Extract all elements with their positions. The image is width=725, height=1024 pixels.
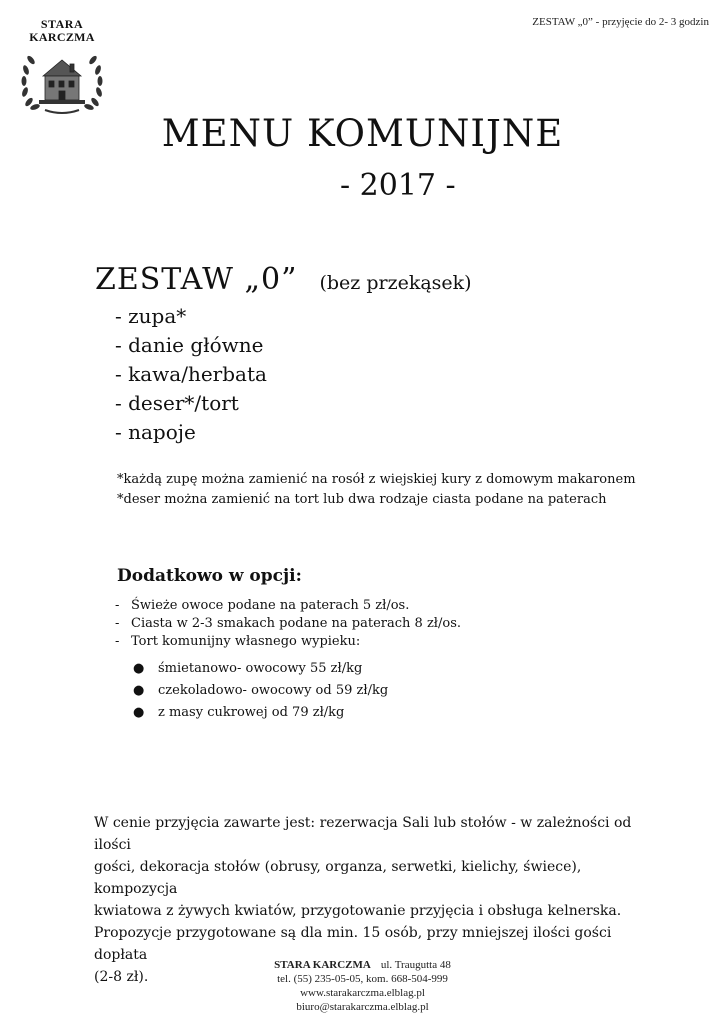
bullet-icon: ● [133,683,145,698]
footnotes [117,470,636,510]
course-item: - zupa* [115,304,187,328]
set-note: (bez przekąsek) [319,272,472,294]
logo-line1: STARA [40,17,84,31]
footer-address: ul. Traugutta 48 [380,959,451,971]
option-text: Tort komunijny własnego wypieku: [131,634,361,649]
tort-list [133,658,388,724]
option-text: Świeże owoce podane na paterach 5 zł/os. [131,598,410,613]
course-item: - napoje [115,420,196,444]
footer-website-link[interactable]: www.starakarczma.elblag.pl [300,987,425,999]
bullet-icon: ● [133,705,145,720]
option-text: Ciasta w 2-3 smakach podane na paterach 8 zł/os. [131,616,462,631]
set-name: ZESTAW „0” [95,262,298,297]
footer-phones: tel. (55) 235-05-05, kom. 668-504-999 [277,973,448,985]
tort-text: z masy cukrowej od 79 zł/kg [158,705,345,720]
footnote-soup: *każdą zupę można zamienić na rosół z wiejskiej kury z domowym makaronem [117,472,636,487]
page-title: MENU KOMUNIJNE [161,112,564,155]
paragraph-line: (2-8 zł). [94,969,149,985]
dash-bullet-icon: - [115,616,120,631]
logo-emblem-icon [15,46,109,118]
footer-contact [0,958,725,1014]
set-heading [95,262,472,297]
header-note: ZESTAW „0” - przyjęcie do 2- 3 godzin [532,16,709,28]
options-list [115,597,461,651]
option-item [115,615,461,633]
course-item: - kawa/herbata [115,362,267,386]
course-list [115,302,267,447]
paragraph-line: kwiatowa z żywych kwiatów, przygotowanie przyjęcia i obsługa kelnerska. [94,903,622,919]
options-heading: Dodatkowo w opcji: [117,566,302,586]
paragraph-line: W cenie przyjęcia zawarte jest: rezerwacja Sali lub stołów - w zależności od ilości [94,815,632,853]
footnote-dessert: *deser można zamienić na tort lub dwa rodzaje ciasta podane na paterach [117,492,607,507]
course-item: - deser*/tort [115,391,239,415]
footer-name: STARA KARCZMA [274,959,371,971]
footer-address-line [0,958,725,972]
bullet-icon: ● [133,661,145,676]
paragraph-line: gości, dekoracja stołów (obrusy, organza, serwetki, kielichy, świece), kompozycja [94,859,582,897]
course-item: - danie główne [115,333,264,357]
tort-text: czekoladowo- owocowy od 59 zł/kg [158,683,389,698]
footer-email-link[interactable]: biuro@starakarczma.elblag.pl [296,1001,429,1013]
logo [12,18,112,118]
year-label: - 2017 - [340,168,456,203]
tort-item [133,702,388,724]
option-item [115,597,461,615]
logo-line2: KARCZMA [29,30,95,44]
dash-bullet-icon: - [115,634,120,649]
tort-text: śmietanowo- owocowy 55 zł/kg [158,661,363,676]
tort-item [133,658,388,680]
option-item [115,633,461,651]
tort-item [133,680,388,702]
paragraph-line: Propozycje przygotowane są dla min. 15 osób, przy mniejszej ilości gości dopłata [94,925,612,963]
dash-bullet-icon: - [115,598,120,613]
